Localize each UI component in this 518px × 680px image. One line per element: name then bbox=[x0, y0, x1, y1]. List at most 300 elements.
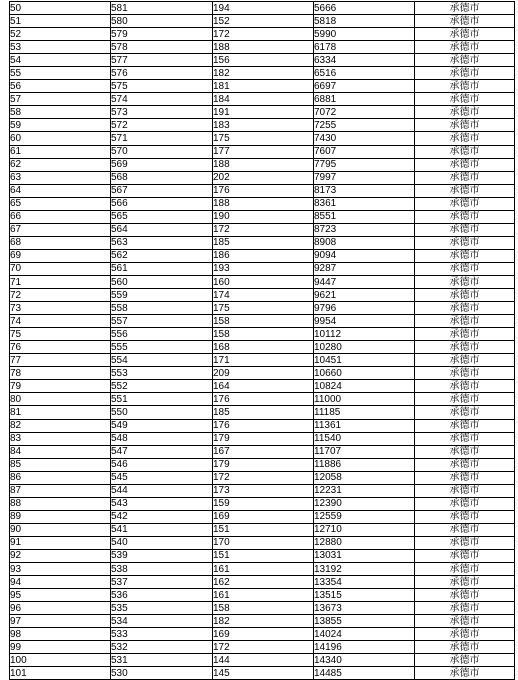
table-row bbox=[10, 223, 515, 236]
city-cell: 承德市 bbox=[415, 275, 515, 288]
score-cell: 546 bbox=[111, 458, 213, 471]
score-cell: 571 bbox=[111, 132, 213, 145]
table-row bbox=[10, 184, 515, 197]
cumulative-cell: 11886 bbox=[314, 458, 415, 471]
rank-cell: 71 bbox=[10, 275, 111, 288]
rank-cell: 100 bbox=[10, 654, 111, 667]
count-cell: 175 bbox=[213, 132, 314, 145]
cumulative-cell: 7255 bbox=[314, 119, 415, 132]
count-cell: 156 bbox=[213, 54, 314, 67]
cumulative-cell: 8723 bbox=[314, 223, 415, 236]
city-cell: 承德市 bbox=[415, 249, 515, 262]
score-cell: 563 bbox=[111, 236, 213, 249]
count-cell: 170 bbox=[213, 536, 314, 549]
table-row bbox=[10, 93, 515, 106]
city-cell: 承德市 bbox=[415, 589, 515, 602]
table-row bbox=[10, 497, 515, 510]
score-cell: 572 bbox=[111, 119, 213, 132]
score-cell: 541 bbox=[111, 523, 213, 536]
rank-cell: 69 bbox=[10, 249, 111, 262]
cumulative-cell: 7997 bbox=[314, 171, 415, 184]
cumulative-cell: 8173 bbox=[314, 184, 415, 197]
rank-cell: 51 bbox=[10, 15, 111, 28]
rank-cell: 86 bbox=[10, 471, 111, 484]
score-cell: 550 bbox=[111, 406, 213, 419]
table-row bbox=[10, 393, 515, 406]
cumulative-cell: 6881 bbox=[314, 93, 415, 106]
city-cell: 承德市 bbox=[415, 563, 515, 576]
table-row bbox=[10, 28, 515, 41]
table-row bbox=[10, 602, 515, 615]
cumulative-cell: 6334 bbox=[314, 54, 415, 67]
cumulative-cell: 10112 bbox=[314, 328, 415, 341]
table-row bbox=[10, 210, 515, 223]
score-cell: 576 bbox=[111, 67, 213, 80]
rank-cell: 59 bbox=[10, 119, 111, 132]
city-cell: 承德市 bbox=[415, 654, 515, 667]
count-cell: 190 bbox=[213, 210, 314, 223]
table-row bbox=[10, 158, 515, 171]
city-cell: 承德市 bbox=[415, 641, 515, 654]
count-cell: 144 bbox=[213, 654, 314, 667]
score-cell: 551 bbox=[111, 393, 213, 406]
table-row bbox=[10, 654, 515, 667]
cumulative-cell: 14485 bbox=[314, 667, 415, 680]
city-cell: 承德市 bbox=[415, 341, 515, 354]
rank-cell: 91 bbox=[10, 536, 111, 549]
count-cell: 168 bbox=[213, 341, 314, 354]
rank-cell: 83 bbox=[10, 432, 111, 445]
score-cell: 565 bbox=[111, 210, 213, 223]
rank-cell: 88 bbox=[10, 497, 111, 510]
rank-cell: 78 bbox=[10, 367, 111, 380]
score-cell: 567 bbox=[111, 184, 213, 197]
cumulative-cell: 9447 bbox=[314, 275, 415, 288]
score-cell: 535 bbox=[111, 602, 213, 615]
table-row bbox=[10, 406, 515, 419]
city-cell: 承德市 bbox=[415, 497, 515, 510]
count-cell: 169 bbox=[213, 510, 314, 523]
cumulative-cell: 12390 bbox=[314, 497, 415, 510]
score-cell: 561 bbox=[111, 262, 213, 275]
cumulative-cell: 12058 bbox=[314, 471, 415, 484]
cumulative-cell: 13192 bbox=[314, 563, 415, 576]
count-cell: 177 bbox=[213, 145, 314, 158]
count-cell: 194 bbox=[213, 2, 314, 15]
score-cell: 574 bbox=[111, 93, 213, 106]
count-cell: 176 bbox=[213, 393, 314, 406]
score-cell: 580 bbox=[111, 15, 213, 28]
city-cell: 承德市 bbox=[415, 132, 515, 145]
city-cell: 承德市 bbox=[415, 419, 515, 432]
rank-cell: 84 bbox=[10, 445, 111, 458]
count-cell: 162 bbox=[213, 576, 314, 589]
city-cell: 承德市 bbox=[415, 28, 515, 41]
cumulative-cell: 12880 bbox=[314, 536, 415, 549]
cumulative-cell: 10451 bbox=[314, 354, 415, 367]
rank-cell: 94 bbox=[10, 576, 111, 589]
score-cell: 553 bbox=[111, 367, 213, 380]
score-cell: 552 bbox=[111, 380, 213, 393]
count-cell: 152 bbox=[213, 15, 314, 28]
city-cell: 承德市 bbox=[415, 445, 515, 458]
cumulative-cell: 12559 bbox=[314, 510, 415, 523]
rank-cell: 81 bbox=[10, 406, 111, 419]
count-cell: 182 bbox=[213, 615, 314, 628]
table-row bbox=[10, 576, 515, 589]
score-cell: 578 bbox=[111, 41, 213, 54]
rank-cell: 65 bbox=[10, 197, 111, 210]
table-row bbox=[10, 380, 515, 393]
city-cell: 承德市 bbox=[415, 302, 515, 315]
rank-cell: 64 bbox=[10, 184, 111, 197]
rank-cell: 101 bbox=[10, 667, 111, 680]
rank-cell: 74 bbox=[10, 315, 111, 328]
rank-cell: 66 bbox=[10, 210, 111, 223]
rank-cell: 72 bbox=[10, 289, 111, 302]
rank-cell: 77 bbox=[10, 354, 111, 367]
table-row bbox=[10, 302, 515, 315]
city-cell: 承德市 bbox=[415, 67, 515, 80]
count-cell: 185 bbox=[213, 406, 314, 419]
table-row bbox=[10, 249, 515, 262]
rank-cell: 79 bbox=[10, 380, 111, 393]
cumulative-cell: 13673 bbox=[314, 602, 415, 615]
count-cell: 183 bbox=[213, 119, 314, 132]
cumulative-cell: 9796 bbox=[314, 302, 415, 315]
score-table bbox=[9, 1, 515, 680]
city-cell: 承德市 bbox=[415, 536, 515, 549]
table-row bbox=[10, 262, 515, 275]
table-row bbox=[10, 615, 515, 628]
rank-cell: 89 bbox=[10, 510, 111, 523]
score-cell: 539 bbox=[111, 549, 213, 562]
count-cell: 173 bbox=[213, 484, 314, 497]
cumulative-cell: 14340 bbox=[314, 654, 415, 667]
score-cell: 530 bbox=[111, 667, 213, 680]
cumulative-cell: 7430 bbox=[314, 132, 415, 145]
count-cell: 179 bbox=[213, 432, 314, 445]
rank-cell: 73 bbox=[10, 302, 111, 315]
count-cell: 188 bbox=[213, 197, 314, 210]
city-cell: 承德市 bbox=[415, 628, 515, 641]
cumulative-cell: 13031 bbox=[314, 549, 415, 562]
rank-cell: 63 bbox=[10, 171, 111, 184]
score-cell: 544 bbox=[111, 484, 213, 497]
cumulative-cell: 11707 bbox=[314, 445, 415, 458]
rank-cell: 52 bbox=[10, 28, 111, 41]
city-cell: 承德市 bbox=[415, 615, 515, 628]
city-cell: 承德市 bbox=[415, 315, 515, 328]
table-row bbox=[10, 471, 515, 484]
cumulative-cell: 14196 bbox=[314, 641, 415, 654]
score-cell: 542 bbox=[111, 510, 213, 523]
count-cell: 181 bbox=[213, 80, 314, 93]
table-row bbox=[10, 315, 515, 328]
score-cell: 536 bbox=[111, 589, 213, 602]
score-cell: 573 bbox=[111, 106, 213, 119]
table-row bbox=[10, 367, 515, 380]
score-cell: 556 bbox=[111, 328, 213, 341]
table-row bbox=[10, 132, 515, 145]
city-cell: 承德市 bbox=[415, 471, 515, 484]
score-cell: 579 bbox=[111, 28, 213, 41]
cumulative-cell: 11540 bbox=[314, 432, 415, 445]
score-cell: 534 bbox=[111, 615, 213, 628]
city-cell: 承德市 bbox=[415, 80, 515, 93]
rank-cell: 56 bbox=[10, 80, 111, 93]
cumulative-cell: 7072 bbox=[314, 106, 415, 119]
score-cell: 577 bbox=[111, 54, 213, 67]
count-cell: 169 bbox=[213, 628, 314, 641]
table-row bbox=[10, 236, 515, 249]
city-cell: 承德市 bbox=[415, 510, 515, 523]
table-row bbox=[10, 432, 515, 445]
city-cell: 承德市 bbox=[415, 602, 515, 615]
cumulative-cell: 13354 bbox=[314, 576, 415, 589]
count-cell: 188 bbox=[213, 41, 314, 54]
rank-cell: 80 bbox=[10, 393, 111, 406]
city-cell: 承德市 bbox=[415, 15, 515, 28]
table-row bbox=[10, 641, 515, 654]
city-cell: 承德市 bbox=[415, 354, 515, 367]
city-cell: 承德市 bbox=[415, 549, 515, 562]
count-cell: 182 bbox=[213, 67, 314, 80]
table-row bbox=[10, 341, 515, 354]
count-cell: 172 bbox=[213, 223, 314, 236]
score-cell: 566 bbox=[111, 197, 213, 210]
cumulative-cell: 6697 bbox=[314, 80, 415, 93]
city-cell: 承德市 bbox=[415, 2, 515, 15]
city-cell: 承德市 bbox=[415, 576, 515, 589]
score-cell: 532 bbox=[111, 641, 213, 654]
table-row bbox=[10, 275, 515, 288]
cumulative-cell: 7795 bbox=[314, 158, 415, 171]
table-row bbox=[10, 119, 515, 132]
count-cell: 158 bbox=[213, 602, 314, 615]
table-row bbox=[10, 445, 515, 458]
count-cell: 191 bbox=[213, 106, 314, 119]
count-cell: 171 bbox=[213, 354, 314, 367]
count-cell: 174 bbox=[213, 289, 314, 302]
city-cell: 承德市 bbox=[415, 54, 515, 67]
rank-cell: 82 bbox=[10, 419, 111, 432]
cumulative-cell: 10660 bbox=[314, 367, 415, 380]
table-row bbox=[10, 628, 515, 641]
score-cell: 568 bbox=[111, 171, 213, 184]
city-cell: 承德市 bbox=[415, 184, 515, 197]
count-cell: 172 bbox=[213, 471, 314, 484]
rank-cell: 96 bbox=[10, 602, 111, 615]
score-cell: 549 bbox=[111, 419, 213, 432]
count-cell: 158 bbox=[213, 328, 314, 341]
cumulative-cell: 9621 bbox=[314, 289, 415, 302]
city-cell: 承德市 bbox=[415, 432, 515, 445]
table-row bbox=[10, 289, 515, 302]
count-cell: 188 bbox=[213, 158, 314, 171]
rank-cell: 54 bbox=[10, 54, 111, 67]
table-body bbox=[10, 2, 515, 680]
cumulative-cell: 11361 bbox=[314, 419, 415, 432]
city-cell: 承德市 bbox=[415, 236, 515, 249]
count-cell: 145 bbox=[213, 667, 314, 680]
score-cell: 537 bbox=[111, 576, 213, 589]
rank-cell: 95 bbox=[10, 589, 111, 602]
table-row bbox=[10, 510, 515, 523]
city-cell: 承德市 bbox=[415, 41, 515, 54]
table-row bbox=[10, 67, 515, 80]
city-cell: 承德市 bbox=[415, 210, 515, 223]
score-cell: 581 bbox=[111, 2, 213, 15]
table-row bbox=[10, 328, 515, 341]
rank-cell: 75 bbox=[10, 328, 111, 341]
cumulative-cell: 5990 bbox=[314, 28, 415, 41]
table-row bbox=[10, 563, 515, 576]
count-cell: 161 bbox=[213, 563, 314, 576]
city-cell: 承德市 bbox=[415, 523, 515, 536]
rank-cell: 99 bbox=[10, 641, 111, 654]
city-cell: 承德市 bbox=[415, 158, 515, 171]
cumulative-cell: 5666 bbox=[314, 2, 415, 15]
cumulative-cell: 11185 bbox=[314, 406, 415, 419]
table-row bbox=[10, 549, 515, 562]
score-cell: 548 bbox=[111, 432, 213, 445]
city-cell: 承德市 bbox=[415, 458, 515, 471]
table-row bbox=[10, 15, 515, 28]
table-row bbox=[10, 80, 515, 93]
count-cell: 158 bbox=[213, 315, 314, 328]
rank-cell: 85 bbox=[10, 458, 111, 471]
table-row bbox=[10, 197, 515, 210]
city-cell: 承德市 bbox=[415, 367, 515, 380]
score-cell: 559 bbox=[111, 289, 213, 302]
count-cell: 151 bbox=[213, 549, 314, 562]
cumulative-cell: 6178 bbox=[314, 41, 415, 54]
cumulative-cell: 14024 bbox=[314, 628, 415, 641]
count-cell: 172 bbox=[213, 28, 314, 41]
count-cell: 167 bbox=[213, 445, 314, 458]
rank-cell: 55 bbox=[10, 67, 111, 80]
table-row bbox=[10, 354, 515, 367]
table-row bbox=[10, 589, 515, 602]
cumulative-cell: 5818 bbox=[314, 15, 415, 28]
table-row bbox=[10, 458, 515, 471]
rank-cell: 53 bbox=[10, 41, 111, 54]
cumulative-cell: 7607 bbox=[314, 145, 415, 158]
city-cell: 承德市 bbox=[415, 328, 515, 341]
count-cell: 176 bbox=[213, 184, 314, 197]
count-cell: 176 bbox=[213, 419, 314, 432]
score-cell: 543 bbox=[111, 497, 213, 510]
rank-cell: 60 bbox=[10, 132, 111, 145]
count-cell: 179 bbox=[213, 458, 314, 471]
score-cell: 558 bbox=[111, 302, 213, 315]
score-cell: 540 bbox=[111, 536, 213, 549]
city-cell: 承德市 bbox=[415, 106, 515, 119]
cumulative-cell: 8551 bbox=[314, 210, 415, 223]
table-row bbox=[10, 171, 515, 184]
table-row bbox=[10, 536, 515, 549]
rank-cell: 93 bbox=[10, 563, 111, 576]
cumulative-cell: 12231 bbox=[314, 484, 415, 497]
cumulative-cell: 13515 bbox=[314, 589, 415, 602]
city-cell: 承德市 bbox=[415, 380, 515, 393]
cumulative-cell: 8908 bbox=[314, 236, 415, 249]
count-cell: 159 bbox=[213, 497, 314, 510]
score-cell: 560 bbox=[111, 275, 213, 288]
score-cell: 569 bbox=[111, 158, 213, 171]
city-cell: 承德市 bbox=[415, 393, 515, 406]
score-cell: 557 bbox=[111, 315, 213, 328]
city-cell: 承德市 bbox=[415, 119, 515, 132]
city-cell: 承德市 bbox=[415, 262, 515, 275]
rank-cell: 90 bbox=[10, 523, 111, 536]
city-cell: 承德市 bbox=[415, 93, 515, 106]
rank-cell: 62 bbox=[10, 158, 111, 171]
city-cell: 承德市 bbox=[415, 289, 515, 302]
score-cell: 564 bbox=[111, 223, 213, 236]
city-cell: 承德市 bbox=[415, 197, 515, 210]
rank-cell: 76 bbox=[10, 341, 111, 354]
score-cell: 554 bbox=[111, 354, 213, 367]
table-row bbox=[10, 106, 515, 119]
score-cell: 547 bbox=[111, 445, 213, 458]
count-cell: 186 bbox=[213, 249, 314, 262]
score-cell: 575 bbox=[111, 80, 213, 93]
count-cell: 172 bbox=[213, 641, 314, 654]
rank-cell: 57 bbox=[10, 93, 111, 106]
score-cell: 570 bbox=[111, 145, 213, 158]
count-cell: 184 bbox=[213, 93, 314, 106]
rank-cell: 61 bbox=[10, 145, 111, 158]
city-cell: 承德市 bbox=[415, 223, 515, 236]
score-cell: 531 bbox=[111, 654, 213, 667]
count-cell: 193 bbox=[213, 262, 314, 275]
cumulative-cell: 9287 bbox=[314, 262, 415, 275]
table-row bbox=[10, 523, 515, 536]
cumulative-cell: 10824 bbox=[314, 380, 415, 393]
cumulative-cell: 10280 bbox=[314, 341, 415, 354]
rank-cell: 68 bbox=[10, 236, 111, 249]
count-cell: 164 bbox=[213, 380, 314, 393]
rank-cell: 92 bbox=[10, 549, 111, 562]
rank-cell: 67 bbox=[10, 223, 111, 236]
cumulative-cell: 8361 bbox=[314, 197, 415, 210]
count-cell: 161 bbox=[213, 589, 314, 602]
count-cell: 175 bbox=[213, 302, 314, 315]
count-cell: 151 bbox=[213, 523, 314, 536]
city-cell: 承德市 bbox=[415, 171, 515, 184]
cumulative-cell: 9094 bbox=[314, 249, 415, 262]
table-row bbox=[10, 2, 515, 15]
cumulative-cell: 6516 bbox=[314, 67, 415, 80]
score-cell: 555 bbox=[111, 341, 213, 354]
rank-cell: 50 bbox=[10, 2, 111, 15]
city-cell: 承德市 bbox=[415, 484, 515, 497]
rank-cell: 98 bbox=[10, 628, 111, 641]
score-cell: 538 bbox=[111, 563, 213, 576]
rank-cell: 58 bbox=[10, 106, 111, 119]
rank-cell: 70 bbox=[10, 262, 111, 275]
city-cell: 承德市 bbox=[415, 145, 515, 158]
score-cell: 545 bbox=[111, 471, 213, 484]
rank-cell: 97 bbox=[10, 615, 111, 628]
table-row bbox=[10, 41, 515, 54]
cumulative-cell: 11000 bbox=[314, 393, 415, 406]
count-cell: 202 bbox=[213, 171, 314, 184]
table-row bbox=[10, 145, 515, 158]
cumulative-cell: 9954 bbox=[314, 315, 415, 328]
